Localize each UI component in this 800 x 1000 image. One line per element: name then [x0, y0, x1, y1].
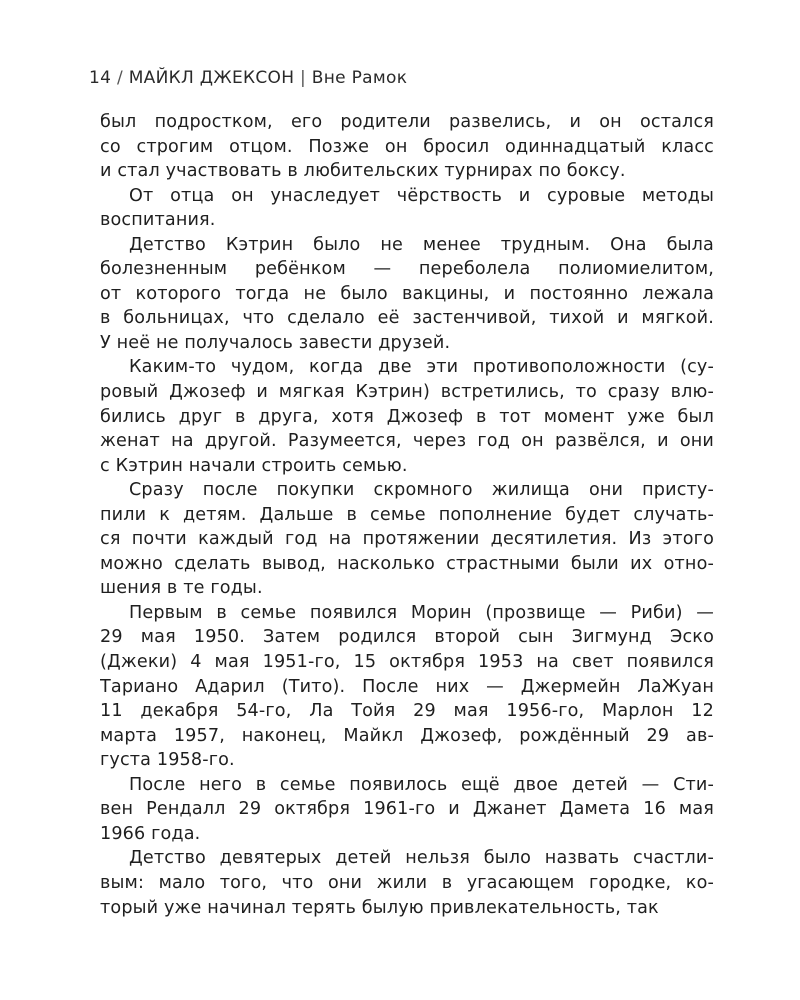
text-line: ся почти каждый год на протяжении десятилетия. Из этого [100, 529, 714, 550]
text-line: был подростком, его родители развелись, и он остался [100, 112, 714, 132]
text-line: болезненным ребёнком — переболела полиомиелитом, [100, 259, 714, 280]
text-line: У неё не получалось завести друзей. [100, 332, 451, 353]
text-line: Тариано Адарил (Тито). После них — Джермейн ЛаЖуан [100, 676, 714, 697]
header-separator: / [116, 68, 123, 88]
text-line: 29 мая 1950. Затем родился второй сын Зигмунд Эско [100, 627, 714, 648]
text-line: ровый Джозеф и мягкая Кэтрин) встретились, то сразу влю- [100, 382, 714, 403]
text-line: бились друг в друга, хотя Джозеф в тот момент уже был [100, 406, 714, 427]
text-line: вым: мало того, что они жили в угасающем городке, ко- [100, 872, 714, 893]
text-line: густа 1958-го. [100, 750, 235, 771]
paragraph [100, 233, 714, 356]
text-line: пили к детям. Дальше в семье пополнение будет случать- [100, 504, 714, 525]
text-line: торый уже начинал терять былую привлекательность, так [100, 897, 659, 918]
text-line: Каким-то чудом, когда две эти противоположности (су- [129, 357, 714, 378]
text-line: женат на другой. Разумеется, через год он развёлся, и они [100, 431, 714, 452]
text-line: воспитания. [100, 210, 216, 231]
text-line: 11 декабря 54-го, Ла Тойя 29 мая 1956-го, Марлон 12 [100, 701, 714, 722]
text-line: можно сделать вывод, насколько страстными были их отно- [100, 553, 714, 574]
paragraph [100, 846, 714, 920]
text-line: Первым в семье появился Морин (прозвище — Риби) — [129, 602, 714, 623]
paragraph [100, 773, 714, 847]
page-number: 14 [89, 68, 112, 88]
body-text [100, 110, 714, 920]
paragraph [100, 184, 714, 233]
paragraph [100, 601, 714, 773]
paragraph [100, 478, 714, 601]
text-line: Сразу после покупки скромного жилища они присту- [129, 480, 714, 501]
text-line: После него в семье появилось ещё двое детей — Сти- [129, 774, 714, 795]
text-line: в больницах, что сделало её застенчивой, тихой и мягкой. [100, 308, 714, 329]
text-line: и стал участвовать в любительских турнирах по боксу. [100, 161, 626, 182]
paragraph [100, 355, 714, 478]
text-line: со строгим отцом. Позже он бросил одиннадцатый класс [100, 136, 714, 157]
header-divider: | [300, 68, 307, 88]
text-line: Детство девятерых детей нельзя было назвать счастли- [129, 848, 714, 869]
book-title: Вне Рамок [311, 68, 408, 88]
author-name: МАЙКЛ ДЖЕКСОН [128, 68, 295, 88]
text-line: 1966 года. [100, 823, 201, 844]
running-header [89, 66, 407, 90]
text-line: от которого тогда не было вакцины, и постоянно лежала [100, 283, 714, 304]
paragraph [100, 110, 714, 184]
text-line: От отца он унаследует чёрствость и суровые методы [129, 185, 714, 206]
text-line: вен Рендалл 29 октября 1961-го и Джанет Дамета 16 мая [100, 799, 714, 820]
text-line: (Джеки) 4 мая 1951-го, 15 октября 1953 на свет появился [100, 652, 714, 673]
text-line: шения в те годы. [100, 578, 263, 599]
text-line: с Кэтрин начали строить семью. [100, 455, 408, 476]
text-line: Детство Кэтрин было не менее трудным. Она была [129, 234, 714, 255]
text-line: марта 1957, наконец, Майкл Джозеф, рождённый 29 ав- [100, 725, 714, 746]
